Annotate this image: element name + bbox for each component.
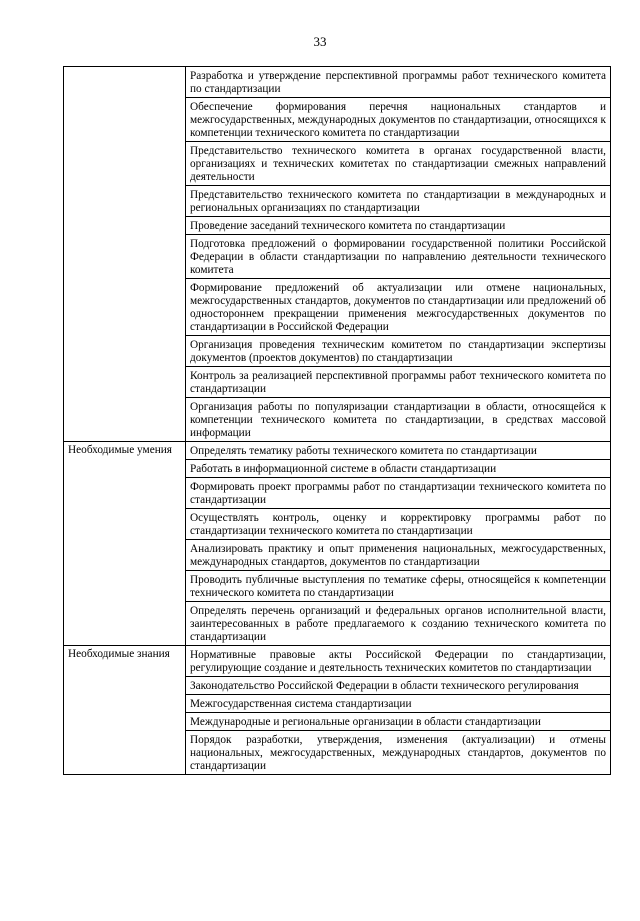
table-cell-item: Контроль за реализацией перспективной программы работ технического комитета по стандартизации (186, 367, 611, 398)
table-cell-item: Проводить публичные выступления по тематике сферы, относящейся к компетенции технического комитета по стандартизации (186, 571, 611, 602)
table-cell-item: Представительство технического комитета в органах государственной власти, организациях и технических комитетах по стандартизации смежных направлений деятельности (186, 142, 611, 186)
table-cell-item: Международные и региональные организации в области стандартизации (186, 713, 611, 731)
table-cell-item: Разработка и утверждение перспективной программы работ технического комитета по стандартизации (186, 67, 611, 98)
table-cell-item: Законодательство Российской Федерации в области технического регулирования (186, 677, 611, 695)
competency-table (63, 66, 611, 775)
table-cell-item: Проведение заседаний технического комитета по стандартизации (186, 217, 611, 235)
table-cell-item: Представительство технического комитета по стандартизации в международных и региональных организациях по стандартизации (186, 186, 611, 217)
table-cell-item: Порядок разработки, утверждения, изменения (актуализации) и отмены национальных, межгосударственных, международных стандартов, документов по стандартизации (186, 731, 611, 775)
table-cell-item: Определять тематику работы технического комитета по стандартизации (186, 442, 611, 460)
table-cell-item: Организация проведения техническим комитетом по стандартизации экспертизы документов (проектов документов) по стандартизации (186, 336, 611, 367)
table-row (64, 442, 611, 460)
page-number: 33 (313, 34, 327, 49)
table-cell-item: Определять перечень организаций и федеральных органов исполнительной власти, заинтересованных в работе предлагаемого к созданию технического комитета по стандартизации (186, 602, 611, 646)
table-cell-item: Анализировать практику и опыт применения национальных, межгосударственных, международных стандартов, документов по стандартизации (186, 540, 611, 571)
table-cell-item: Формирование предложений об актуализации или отмене национальных, межгосударственных стандартов, документов по стандартизации или предложений об одностороннем прекращении применения межгосударственных документов по стандартизации в Российской Федерации (186, 279, 611, 336)
table-cell-item: Формировать проект программы работ по стандартизации технического комитета по стандартизации (186, 478, 611, 509)
table-cell-item: Работать в информационной системе в области стандартизации (186, 460, 611, 478)
table-cell-item: Нормативные правовые акты Российской Федерации по стандартизации, регулирующие создание и деятельность технических комитетов по стандартизации (186, 646, 611, 677)
group-label: Необходимые умения (64, 442, 186, 646)
table-cell-item: Осуществлять контроль, оценку и корректировку программы работ по стандартизации технического комитета по стандартизации (186, 509, 611, 540)
group-label: Необходимые знания (64, 646, 186, 775)
group-label (64, 67, 186, 442)
table-cell-item: Подготовка предложений о формировании государственной политики Российской Федерации в области стандартизации по направлению деятельности технического комитета (186, 235, 611, 279)
table-cell-item: Межгосударственная система стандартизации (186, 695, 611, 713)
table-row (64, 67, 611, 98)
table-cell-item: Организация работы по популяризации стандартизации в области, относящейся к компетенции технического комитета по стандартизации, в средствах массовой информации (186, 398, 611, 442)
table-cell-item: Обеспечение формирования перечня национальных стандартов и межгосударственных, международных документов по стандартизации, относящихся к компетенции технического комитета по стандартизации (186, 98, 611, 142)
table-row (64, 646, 611, 677)
